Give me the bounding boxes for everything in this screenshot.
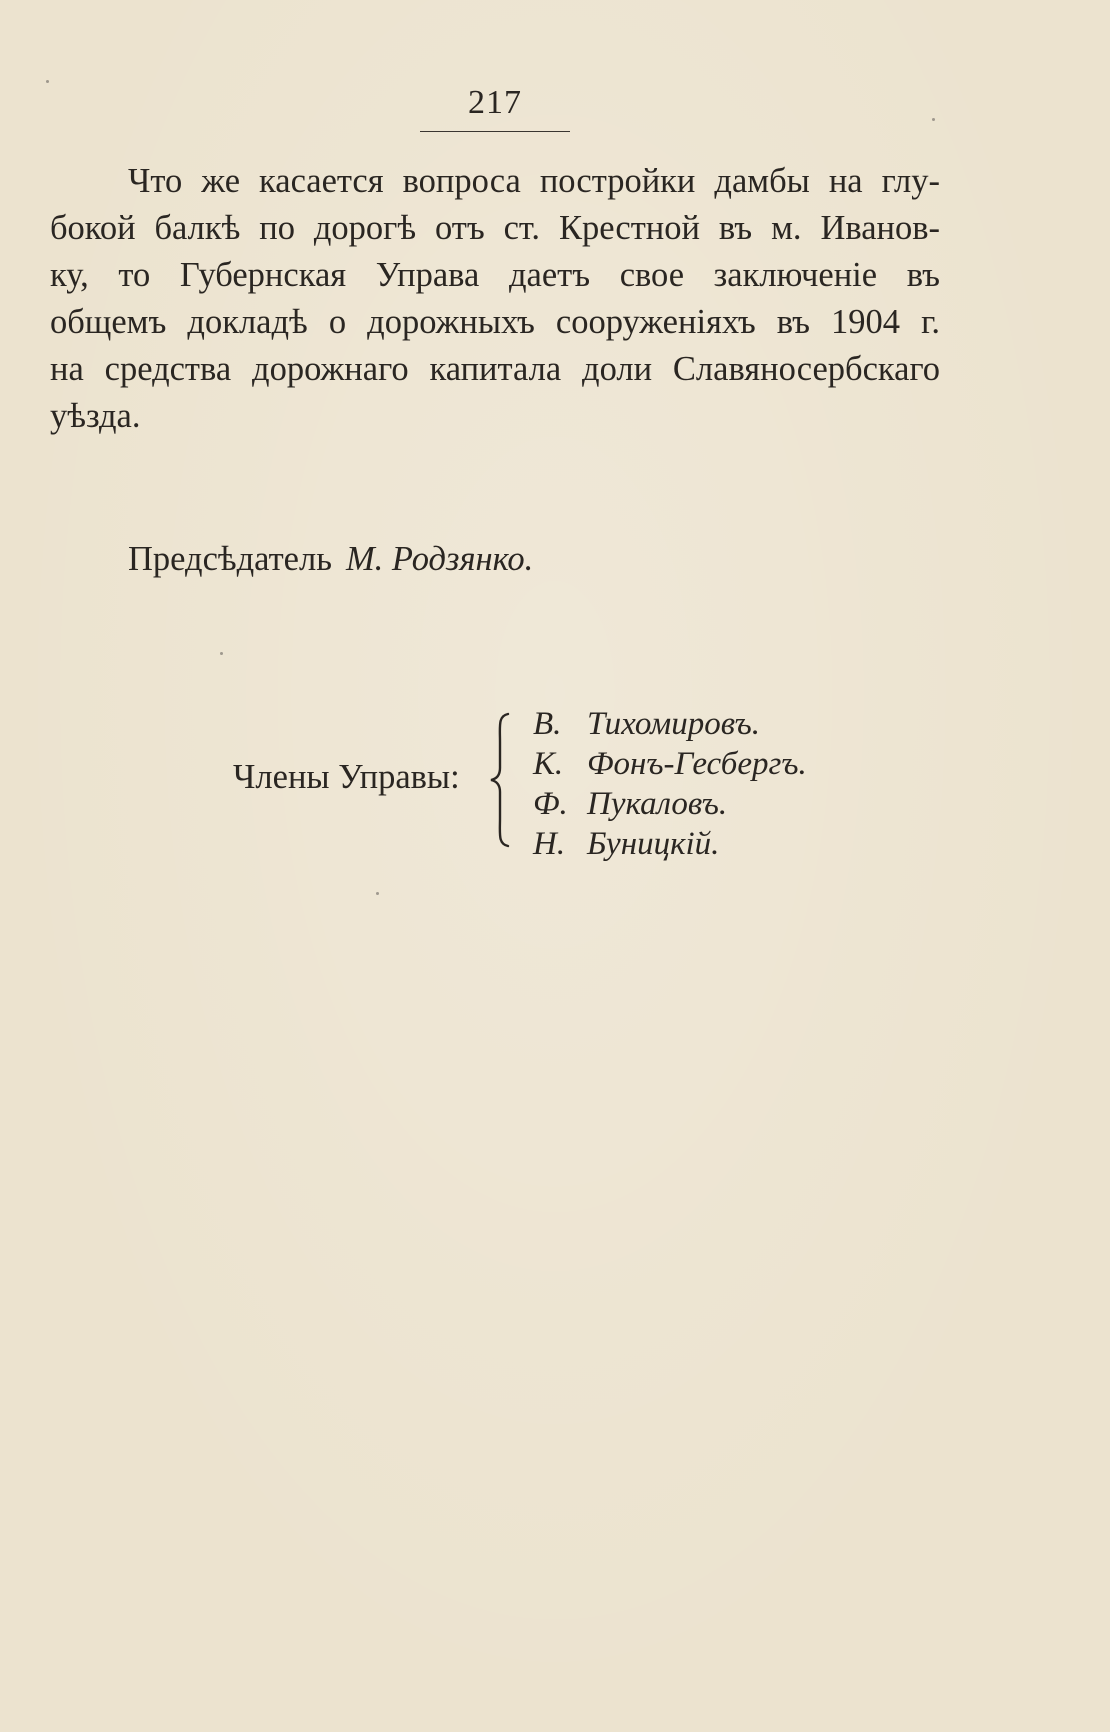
- member-entry: [533, 824, 807, 864]
- paragraph-line: на средства дорожнаго капитала доли Славяносербскаго: [50, 350, 940, 388]
- chairman-name: М. Родзянко.: [345, 540, 534, 578]
- paper-speck: [932, 118, 935, 121]
- chairman-signature-line: [128, 540, 533, 579]
- member-name: Буницкiй.: [587, 826, 720, 862]
- body-paragraph: [50, 158, 940, 440]
- member-entry: [533, 784, 807, 824]
- member-name: Тихомировъ.: [587, 706, 760, 742]
- member-name: Пукаловъ.: [587, 786, 728, 822]
- members-list: [533, 704, 807, 864]
- chairman-title: Предсѣдатель: [128, 540, 332, 578]
- paragraph-line: бокой балкѣ по дорогѣ отъ ст. Крестной въ м. Иванов-: [50, 209, 940, 247]
- page-number: 217: [468, 84, 522, 121]
- paper-speck: [46, 80, 49, 83]
- member-initial: К.: [533, 746, 564, 782]
- paragraph-line: Что же касается вопроса постройки дамбы на глу-: [128, 162, 940, 200]
- members-label: Члены Управы:: [233, 758, 460, 796]
- member-entry: [533, 744, 807, 784]
- paper-speck: [220, 652, 223, 655]
- curly-brace-icon: [486, 712, 516, 848]
- member-initial: Н.: [533, 826, 566, 862]
- paper-speck: [376, 892, 379, 895]
- paragraph-line: ку, то Губернская Управа даетъ свое заключенiе въ: [50, 256, 940, 294]
- member-entry: [533, 704, 807, 744]
- member-name: Фонъ-Гесбергъ.: [587, 746, 807, 782]
- member-initial: В.: [533, 706, 562, 742]
- paragraph-line: уѣзда.: [50, 397, 141, 435]
- member-initial: Ф.: [533, 786, 568, 822]
- paragraph-line: общемъ докладѣ о дорожныхъ сооруженiяхъ въ 1904 г.: [50, 303, 940, 341]
- page-number-rule: [420, 131, 570, 132]
